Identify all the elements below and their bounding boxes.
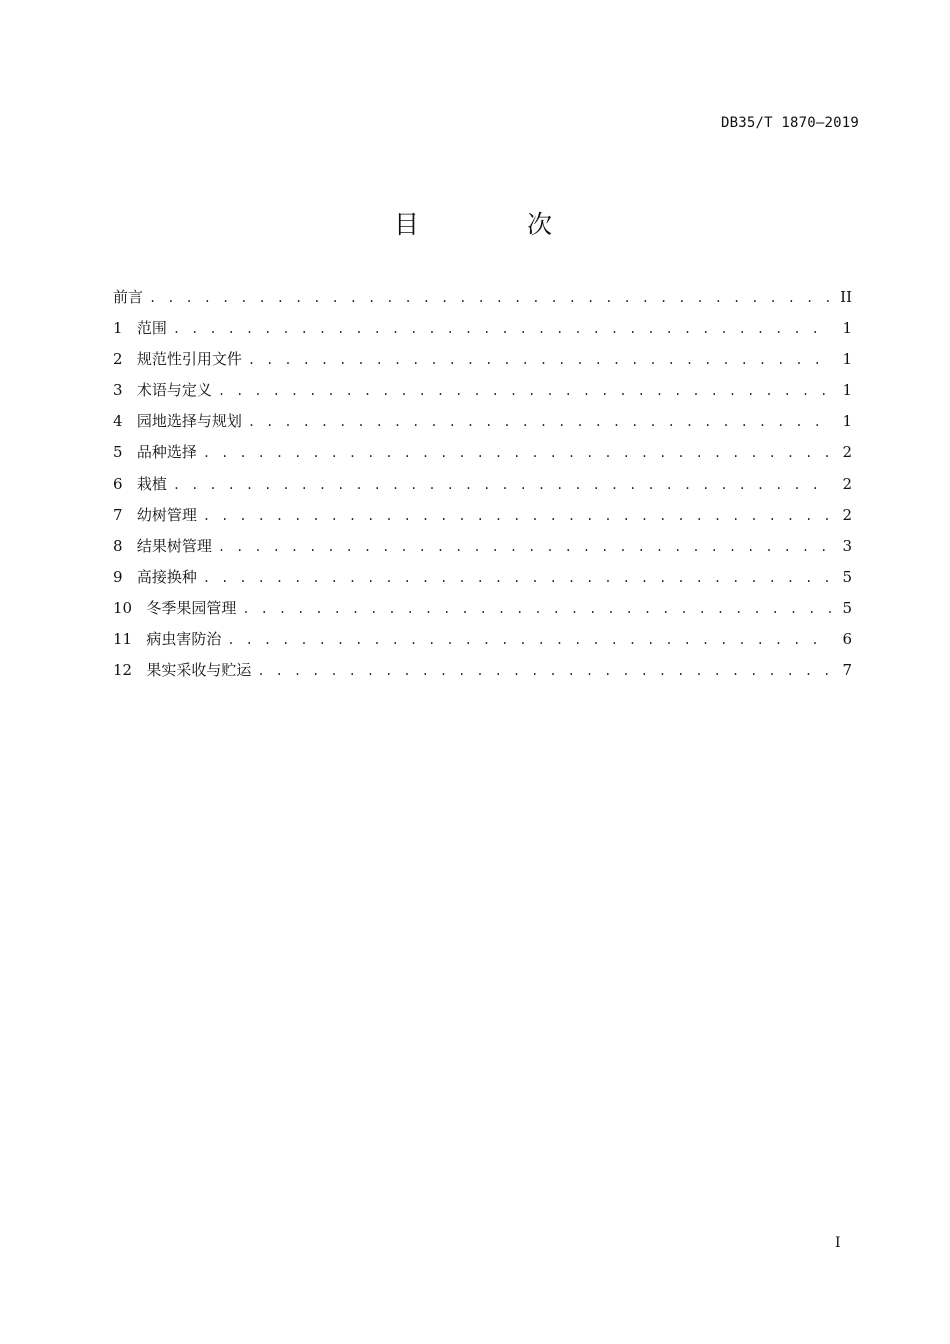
toc-entry-label: 栽植 <box>136 474 167 493</box>
toc-entry-page: 2 <box>842 474 852 493</box>
toc-leader-dots <box>203 442 832 464</box>
toc-entry-number: 4 <box>113 412 123 431</box>
page-title: 目 次 <box>394 210 602 239</box>
toc-entry-page: 1 <box>842 350 852 369</box>
toc-entry-number: 10 <box>113 598 133 617</box>
toc-entry-number: 2 <box>113 350 123 369</box>
toc-entry-number: 3 <box>113 381 123 400</box>
toc-entry-label: 术语与定义 <box>136 381 212 400</box>
toc-entry-label: 冬季果园管理 <box>146 598 237 617</box>
toc-leader-dots <box>173 318 832 340</box>
toc-entry-number: 12 <box>113 661 133 680</box>
toc-leader-dots <box>203 505 832 527</box>
toc-leader-dots <box>203 567 832 589</box>
toc-leader-dots <box>218 536 832 558</box>
toc-leader-dots <box>227 629 832 651</box>
toc-entry-page: 2 <box>842 443 852 462</box>
toc-entry-5[interactable] <box>113 441 852 472</box>
toc-entry-page: 1 <box>842 319 852 338</box>
toc-entry-10[interactable] <box>113 597 852 628</box>
toc-entry-number: 6 <box>113 474 123 493</box>
toc-entry-number: 7 <box>113 505 123 524</box>
toc-entry-label: 规范性引用文件 <box>136 350 242 369</box>
toc-entry-label: 病虫害防治 <box>146 630 222 649</box>
toc-leader-dots <box>149 287 832 309</box>
toc-leader-dots <box>173 474 832 496</box>
toc-entry-label: 幼树管理 <box>136 505 197 524</box>
toc-entry-label: 结果树管理 <box>136 536 212 555</box>
toc-entry-4[interactable] <box>113 410 852 441</box>
toc-entry-2[interactable] <box>113 348 852 379</box>
toc-entry-foreword[interactable] <box>113 286 852 317</box>
toc-entry-number: 11 <box>113 630 133 649</box>
toc-entry-page: 5 <box>842 598 852 617</box>
toc-entry-label: 高接换种 <box>136 567 197 586</box>
toc-entry-page: 5 <box>842 567 852 586</box>
toc-entry-7[interactable] <box>113 504 852 535</box>
toc-entry-label: 范围 <box>136 319 167 338</box>
toc-entry-number: 9 <box>113 567 123 586</box>
toc-entry-page: II <box>840 288 852 306</box>
toc-leader-dots <box>248 411 832 433</box>
toc-entry-label: 园地选择与规划 <box>136 412 242 431</box>
toc-entry-11[interactable] <box>113 628 852 659</box>
toc-entry-3[interactable] <box>113 379 852 410</box>
toc-entry-number: 8 <box>113 536 123 555</box>
table-of-contents <box>113 286 852 690</box>
toc-entry-8[interactable] <box>113 535 852 566</box>
toc-entry-label: 前言 <box>113 288 144 306</box>
toc-entry-page: 1 <box>842 412 852 431</box>
toc-entry-1[interactable] <box>113 317 852 348</box>
toc-leader-dots <box>242 598 832 620</box>
toc-leader-dots <box>257 660 832 682</box>
toc-entry-label: 果实采收与贮运 <box>146 661 252 680</box>
toc-entry-number: 1 <box>113 319 123 338</box>
toc-entry-12[interactable] <box>113 659 852 690</box>
toc-entry-page: 3 <box>842 536 852 555</box>
toc-entry-page: 7 <box>842 661 852 680</box>
toc-entry-9[interactable] <box>113 566 852 597</box>
toc-entry-page: 2 <box>842 505 852 524</box>
page-number: I <box>835 1235 841 1251</box>
document-code: DB35/T 1870—2019 <box>720 115 859 131</box>
toc-leader-dots <box>248 349 832 371</box>
toc-entry-6[interactable] <box>113 473 852 504</box>
toc-entry-number: 5 <box>113 443 123 462</box>
toc-entry-page: 1 <box>842 381 852 400</box>
toc-leader-dots <box>218 380 832 402</box>
toc-entry-page: 6 <box>842 630 852 649</box>
toc-entry-label: 品种选择 <box>136 443 197 462</box>
